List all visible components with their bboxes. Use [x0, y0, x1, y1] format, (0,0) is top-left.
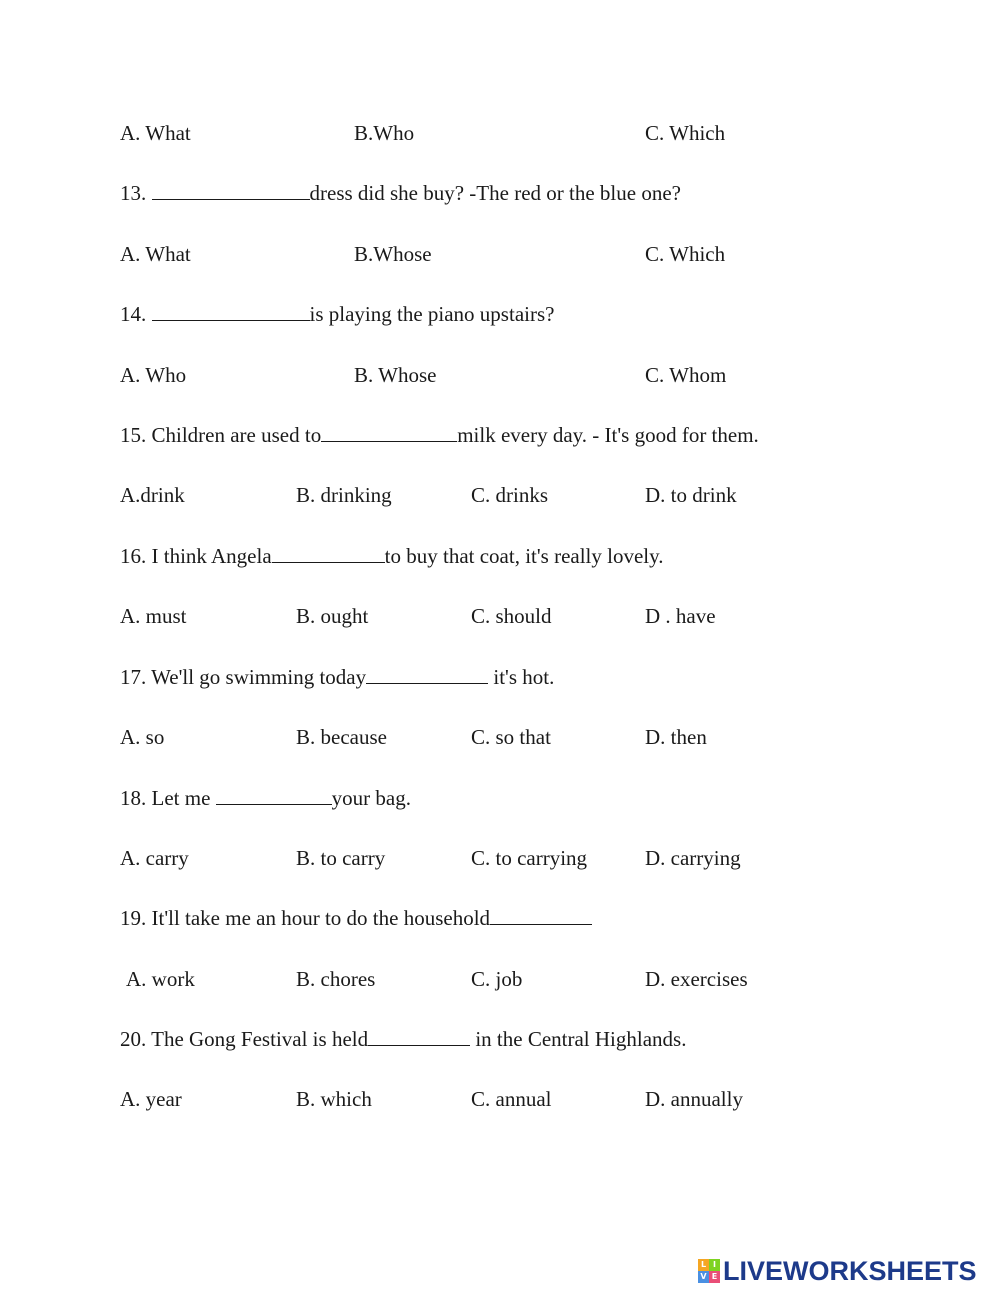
question-text: 13. dress did she buy? -The red or the blue one?: [120, 181, 681, 205]
question-20: [0, 1024, 1000, 1054]
options-row-15: [0, 480, 1000, 510]
option-a[interactable]: A.drink: [120, 483, 185, 507]
option-b[interactable]: B. which: [296, 1087, 372, 1111]
option-b[interactable]: B. drinking: [296, 483, 392, 507]
question-text: 17. We'll go swimming today it's hot.: [120, 665, 555, 689]
answer-blank[interactable]: [490, 905, 592, 925]
option-b[interactable]: B. because: [296, 725, 387, 749]
option-d[interactable]: D . have: [645, 604, 716, 628]
answer-blank[interactable]: [152, 180, 310, 200]
question-18: [0, 783, 1000, 813]
option-d[interactable]: D. carrying: [645, 846, 741, 870]
question-13: [0, 178, 1000, 208]
question-text: 15. Children are used to milk every day. - It's good for them.: [120, 423, 759, 447]
option-d[interactable]: D. annually: [645, 1087, 743, 1111]
option-b[interactable]: B.Whose: [354, 242, 432, 266]
option-b[interactable]: B. chores: [296, 967, 376, 991]
option-c[interactable]: C. Which: [645, 121, 726, 145]
options-row-16: [0, 601, 1000, 631]
option-b[interactable]: B.Who: [354, 121, 415, 145]
option-c[interactable]: C. job: [471, 967, 523, 991]
option-a[interactable]: A. must: [120, 604, 187, 628]
option-d[interactable]: D. then: [645, 725, 707, 749]
liveworksheets-logo[interactable]: [698, 1254, 977, 1288]
question-14: [0, 299, 1000, 329]
logo-text: LIVEWORKSHEETS: [723, 1255, 977, 1286]
question-text: 20. The Gong Festival is held in the Central Highlands.: [120, 1027, 687, 1051]
logo-mark-icon: L I V E: [698, 1259, 720, 1283]
options-row-19: [0, 964, 1000, 994]
option-a[interactable]: A. year: [120, 1087, 182, 1111]
option-a[interactable]: A. Who: [120, 363, 187, 387]
options-row-14: [0, 360, 1000, 390]
answer-blank[interactable]: [272, 543, 385, 563]
option-c[interactable]: C. Whom: [645, 363, 727, 387]
option-c[interactable]: C. Which: [645, 242, 726, 266]
options-row-17: [0, 722, 1000, 752]
option-a[interactable]: A. so: [120, 725, 165, 749]
question-17: [0, 662, 1000, 692]
question-text: 19. It'll take me an hour to do the household: [120, 903, 592, 933]
option-b[interactable]: B. ought: [296, 604, 369, 628]
option-c[interactable]: C. should: [471, 604, 552, 628]
question-15: [0, 420, 1000, 450]
option-b[interactable]: B. to carry: [296, 846, 386, 870]
answer-blank[interactable]: [368, 1026, 470, 1046]
option-a[interactable]: A. What: [120, 242, 191, 266]
option-c[interactable]: C. annual: [471, 1087, 552, 1111]
option-a[interactable]: A. work: [126, 967, 195, 991]
question-19: [0, 903, 1000, 933]
option-b[interactable]: B. Whose: [354, 363, 437, 387]
answer-blank[interactable]: [216, 785, 332, 805]
options-row-13: [0, 239, 1000, 269]
options-row-20: [0, 1084, 1000, 1114]
option-a[interactable]: A. What: [120, 121, 191, 145]
options-row-12: [0, 118, 1000, 148]
option-c[interactable]: C. so that: [471, 725, 551, 749]
option-a[interactable]: A. carry: [120, 846, 189, 870]
option-d[interactable]: D. to drink: [645, 483, 737, 507]
answer-blank[interactable]: [366, 664, 488, 684]
answer-blank[interactable]: [321, 422, 457, 442]
answer-blank[interactable]: [152, 301, 310, 321]
option-c[interactable]: C. drinks: [471, 483, 549, 507]
option-c[interactable]: C. to carrying: [471, 846, 588, 870]
question-text: 18. Let me your bag.: [120, 786, 411, 810]
question-16: [0, 541, 1000, 571]
options-row-18: [0, 843, 1000, 873]
option-d[interactable]: D. exercises: [645, 967, 748, 991]
question-text: 14. is playing the piano upstairs?: [120, 302, 555, 326]
question-text: 16. I think Angela to buy that coat, it's really lovely.: [120, 544, 664, 568]
